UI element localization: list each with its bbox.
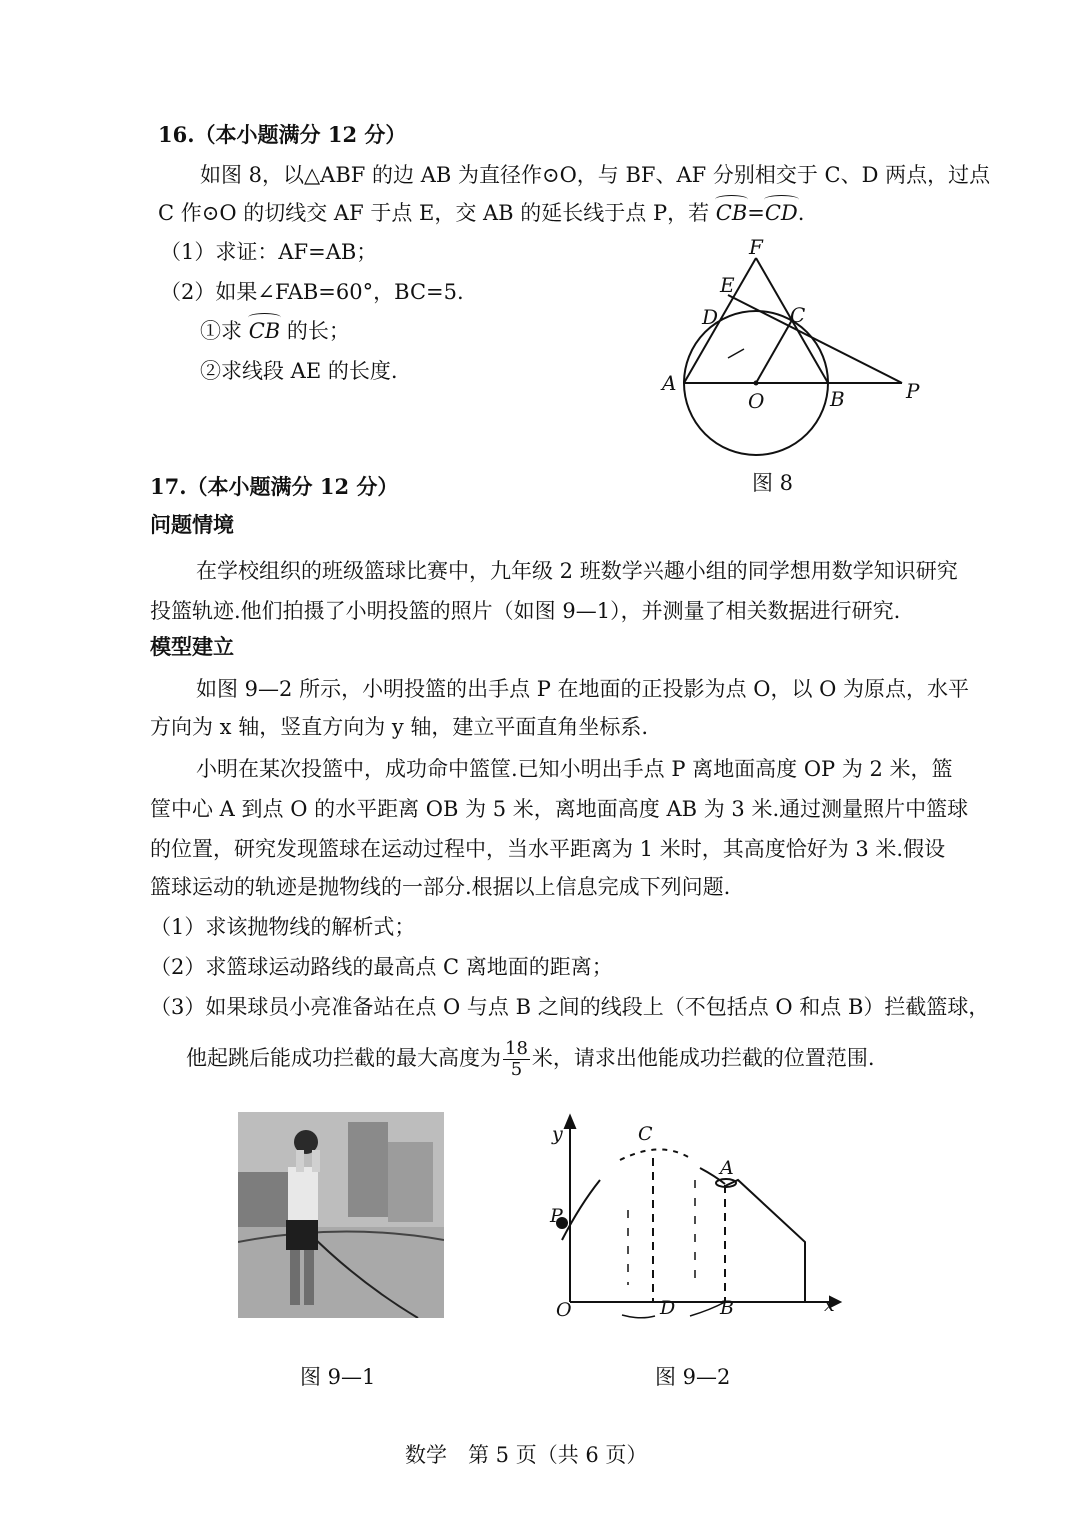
q17-model-line3: 小明在某次投篮中，成功命中篮筐.已知小明出手点 P 离地面高度 OP 为 2 米，篮: [196, 757, 953, 781]
label-d: D: [702, 305, 719, 329]
q17-model-line6: 篮球运动的轨迹是抛物线的一部分.根据以上信息完成下列问题.: [150, 875, 731, 899]
label-b: B: [830, 387, 845, 411]
label-c: C: [638, 1123, 653, 1145]
q17-header: 17.（本小题满分 12 分）: [150, 474, 399, 499]
label-f: F: [749, 235, 763, 259]
q16-part1: （1）求证：AF=AB；: [160, 240, 378, 264]
figure-9-2: [540, 1110, 850, 1330]
q16-part2b: ②求线段 AE 的长度.: [200, 359, 398, 383]
q17-model-line5: 的位置，研究发现篮球在运动过程中，当水平距离为 1 米时，其高度恰好为 3 米.假设: [150, 837, 946, 861]
label-o: O: [556, 1299, 572, 1321]
arc-cd: CD: [765, 198, 798, 228]
label-a: A: [720, 1157, 734, 1179]
q17-model-line1: 如图 9—2 所示，小明投篮的出手点 P 在地面的正投影为点 O，以 O 为原点，水平: [196, 677, 970, 701]
q16-part2: （2）如果∠FAB=60°，BC=5.: [160, 280, 464, 304]
page-footer: 数学 第 5 页（共 6 页）: [405, 1443, 648, 1467]
section-model: 模型建立: [150, 634, 234, 659]
q17-part2: （2）求篮球运动路线的最高点 C 离地面的距离；: [150, 955, 613, 979]
label-p: P: [550, 1205, 563, 1227]
label-d: D: [660, 1297, 676, 1319]
photo-basketball-shot: [238, 1112, 444, 1318]
q16-part2a: ①求 CB 的长；: [200, 316, 350, 346]
fraction-18-5: $\frac{18}{5}$: [505, 1038, 528, 1080]
label-c: C: [790, 303, 806, 327]
q17-part3-line2: 他起跳后能成功拦截的最大高度为 $\frac{18}{5}$ 米，请求出他能成功拦截的位置范围.: [186, 1038, 875, 1080]
figure-9-1-caption: 图 9—1: [300, 1365, 376, 1389]
q16-text-line1: 如图 8，以△ABF 的边 AB 为直径作⊙O，与 BF、AF 分别相交于 C、D 两点，过点: [200, 163, 991, 187]
section-problem-context: 问题情境: [150, 512, 234, 537]
q17-model-line2: 方向为 x 轴，竖直方向为 y 轴，建立平面直角坐标系.: [150, 715, 649, 739]
figure-9-2-caption: 图 9—2: [655, 1365, 731, 1389]
line-oc: [756, 320, 792, 383]
arc-cb: CB: [716, 198, 748, 228]
q17-part1: （1）求该抛物线的解析式；: [150, 915, 416, 939]
q17-part3: （3）如果球员小亮准备站在点 O 与点 B 之间的线段上（不包括点 O 和点 B）拦截篮球，: [150, 995, 990, 1019]
mark: [728, 349, 744, 358]
q17-context-line2: 投篮轨迹.他们拍摄了小明投篮的照片（如图 9—1），并测量了相关数据进行研究.: [150, 599, 901, 623]
label-e: E: [720, 273, 735, 297]
q16-text-line2: C 作⊙O 的切线交 AF 于点 E，交 AB 的延长线于点 P，若 CB=CD.: [158, 198, 804, 228]
hoop-support: [725, 1180, 805, 1302]
q16-header: 16.（本小题满分 12 分）: [158, 122, 407, 147]
trajectory-start: [562, 1180, 600, 1240]
label-p: P: [906, 379, 920, 403]
label-x: x: [824, 1294, 835, 1316]
q17-model-line4: 筐中心 A 到点 O 的水平距离 OB 为 5 米，离地面高度 AB 为 3 米.通过测量照片中篮球: [150, 797, 969, 821]
line-ep: [728, 295, 902, 383]
label-b: B: [720, 1297, 734, 1319]
label-y: y: [552, 1123, 563, 1145]
q17-context-line1: 在学校组织的班级篮球比赛中，九年级 2 班数学兴趣小组的同学想用数学知识研究: [196, 559, 958, 583]
label-a: A: [662, 371, 677, 395]
trajectory-top: [620, 1149, 690, 1160]
figure-8-caption: 图 8: [752, 471, 794, 495]
label-o: O: [748, 389, 765, 413]
